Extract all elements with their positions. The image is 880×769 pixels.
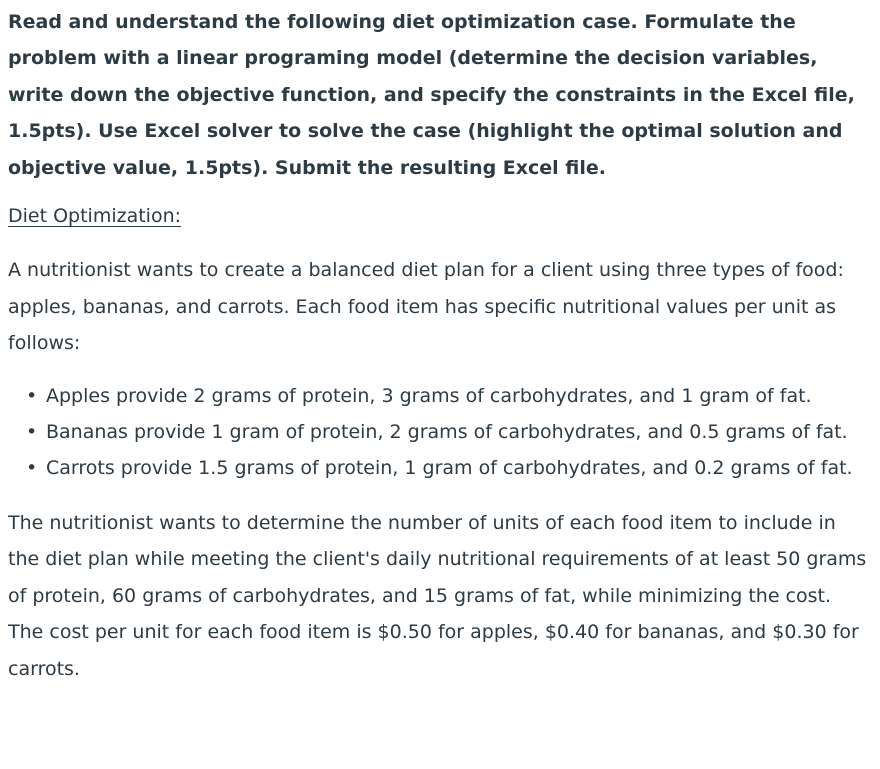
list-item-carrots	[26, 450, 872, 486]
list-item-text: Carrots provide 1.5 grams of protein, 1 gram of carbohydrates, and 0.2 grams of fat.	[46, 457, 853, 480]
case-heading: Diet Optimization:	[8, 205, 182, 228]
list-item-text: Bananas provide 1 gram of protein, 2 grams of carbohydrates, and 0.5 grams of fat.	[46, 421, 848, 444]
case-intro-paragraph: A nutritionist wants to create a balanced diet plan for a client using three types of food: apples, bananas, and carrots. Each food item has specific nutritional values per unit as follows:	[8, 259, 844, 355]
food-nutrition-list	[8, 378, 872, 487]
list-item-apples	[26, 378, 872, 414]
requirements-paragraph: The nutritionist wants to determine the number of units of each food item to include in the diet plan while meeting the client's daily nutritional requirements of at least 50 grams of protein, 60 grams of carbohydrates, and 15 grams of fat, while minimizing the cost. The cost per unit for each food item is $0.50 for apples, $0.40 for bananas, and $0.30 for carrots.	[8, 511, 867, 680]
list-item-text: Apples provide 2 grams of protein, 3 grams of carbohydrates, and 1 gram of fat.	[46, 384, 812, 407]
assignment-instructions: Read and understand the following diet optimization case. Formulate the problem with a linear programing model (determine the decision variables, write down the objective function, and specify the constraints in the Excel file, 1.5pts). Use Excel solver to solve the case (highlight the optimal solution and objective value, 1.5pts). Submit the resulting Excel file.	[8, 11, 855, 179]
bullet-marker: •	[26, 384, 38, 407]
bullet-marker: •	[26, 421, 38, 444]
bullet-marker: •	[26, 457, 38, 480]
list-item-bananas	[26, 414, 872, 450]
